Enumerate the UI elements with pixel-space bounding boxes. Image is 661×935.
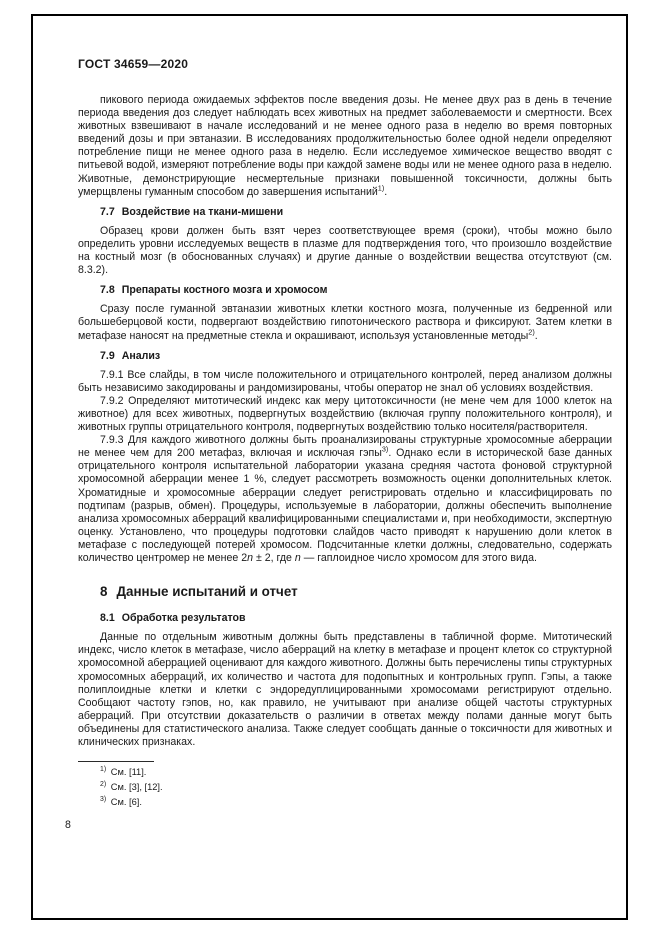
heading-number: 8	[100, 584, 108, 600]
text-segment: Данные по отдельным животным должны быть представлены в табличной форме. Митотический индекс, число клеток в метафазе, число аберраций на клетку в метафазе и процент клеток со структурной хромосомной аберрацией оценивают для каждого животного. Должны быть перечислены типы структурных хромосомных аберраций, их количество и частота для подопытных и контрольных групп. Гэпы, а также полиплоидные клетки и клетки с эндоредуплицированными хромосомами регистрируют отдельно. Сообщают частоту гэпов, но, как правило, не учитывают при анализе общей частоты структурных аберраций. При отсутствии доказательств о различии в ответах между полами данные могут быть объединены для статистического анализа. Также следует сообщать данные о токсичности для животных и клинических признаках.	[78, 631, 612, 749]
text-segment: пикового периода ожидаемых эффектов после введения дозы. Не менее двух раз в день в течение периода введения доз следует наблюдать всех животных на предмет заболеваемости и смертности. Всех животных взвешивают в начале исследований и не менее одного раза в неделю во время повторных введений дозы и при эвтаназии. В исследованиях продолжительностью более одной недели определяют потребление пищи не менее одного раза в неделю. Если исследуемое химическое вещество вводят с питьевой водой, измеряют потребление воды при каждой замене воды или не менее одного раза в неделю. Животные, демонстрирующие несмертельные признаки повышенной токсичности, должны быть умерщвлены гуманным способом до завершения испытаний	[78, 94, 612, 198]
heading-title: Обработка результатов	[121, 612, 246, 625]
footnotes-list	[78, 765, 612, 810]
heading-title: Препараты костного мозга и хромосом	[121, 284, 328, 297]
text-segment: .	[384, 185, 388, 198]
footnote-marker: 1)	[100, 766, 107, 774]
paragraph-7-7	[78, 225, 612, 277]
footnote-text: См. [11].	[108, 767, 147, 778]
italic-variable: n	[247, 552, 253, 564]
text-segment: .	[534, 329, 538, 342]
paragraph-7-9-3	[78, 434, 612, 565]
paragraph-7-9-2	[78, 395, 612, 434]
heading-title: Воздействие на ткани-мишени	[121, 205, 284, 218]
text-segment: 7.9.3 Для каждого животного должны быть проанализированы структурные хромосомные аберрации не менее чем для 200 метафаз, включая и исключая гэпы	[78, 434, 612, 460]
intro-continuation-paragraph	[78, 94, 612, 199]
heading-title: Данные испытаний и отчет	[116, 584, 298, 600]
text-segment: . Однако если в исторической базе данных отрицательного контроля испытательной лаборатории указана средняя частота фоновой структурной хромосомной аберрации менее 1 %, следует рассмотреть возможность оценки дополнительных клеток. Хроматидные и хромосомные аберрации следует регистрировать отдельно и классифицировать по подтипам (разрыв, обмен). Процедуры, используемые в лаборатории, должны обеспечить выполнение анализа хромосомных аберраций квалифицированными специалистами и, при необходимости, экспертную оценку. Установлено, что процедуры подготовки слайдов часто приводят к нарушению доли клеток в метафазе с последующей потерей хромосом. Подсчитанные клетки должны, следовательно, содержать количество центромер не менее 2	[78, 447, 612, 564]
footnote-ref: 3)	[381, 444, 389, 454]
heading-8	[78, 585, 612, 598]
paragraph-7-9-1	[78, 369, 612, 395]
footnotes-section	[78, 761, 612, 810]
footnote-ref: 1)	[377, 183, 385, 193]
footnote-text: См. [3], [12].	[108, 782, 163, 793]
heading-number: 8.1	[100, 612, 115, 625]
footnote-item	[78, 795, 612, 810]
footnote-item	[78, 780, 612, 795]
footnote-divider	[78, 761, 154, 762]
text-segment: 7.9.1 Все слайды, в том числе положительного и отрицательного контролей, перед анализом должны быть независимо закодированы и рандомизированы, чтобы оператор не знал об условиях воздействия.	[78, 368, 612, 394]
document-body	[78, 94, 612, 749]
text-segment: — гаплоидное число хромосом для этого вида.	[300, 552, 537, 564]
heading-number: 7.7	[100, 205, 115, 218]
heading-7-9	[78, 350, 612, 363]
heading-number: 7.9	[100, 349, 115, 362]
page-number: 8	[65, 819, 71, 832]
text-segment: Сразу после гуманной эвтаназии животных клетки костного мозга, полученные из бедренной или большеберцовой кости, подвергают воздействию гипотонического раствора и фиксируют. Затем клетки в метафазе наносят на предметные стекла и окрашивают, используя установленные методы	[78, 303, 612, 342]
heading-8-1	[78, 612, 612, 625]
text-segment: 7.9.2 Определяют митотический индекс как меру цитотоксичности (не мене чем для 1000 клеток на животное) для всех животных, подвергнутых воздействию (включая группу положительного контроля), и животных группы отрицательного контроля, подвергнутых воздействию только носителя/растворителя.	[78, 394, 612, 434]
text-segment: Образец крови должен быть взят через соответствующее время (сроки), чтобы можно было определить уровни исследуемых веществ в плазме для подтверждения того, что произошло воздействие на костный мозг (в обоснованных случаях) и другие данные о воздействии вещества отсутствуют (см. 8.3.2).	[78, 224, 612, 277]
heading-7-8	[78, 284, 612, 297]
heading-title: Анализ	[121, 349, 161, 362]
footnote-marker: 2)	[100, 781, 107, 789]
footnote-ref: 2)	[528, 326, 535, 336]
footnote-text: См. [6].	[108, 797, 142, 808]
page-content	[65, 57, 612, 832]
heading-number: 7.8	[100, 284, 115, 297]
italic-variable: n	[294, 552, 301, 564]
footnote-marker: 3)	[100, 796, 107, 804]
heading-7-7	[78, 206, 612, 219]
paragraph-7-8	[78, 303, 612, 342]
running-header: ГОСТ 34659—2020	[78, 57, 189, 71]
paragraph-8-1	[78, 631, 612, 749]
footnote-item	[78, 765, 612, 780]
text-segment: ± 2, где	[253, 552, 295, 564]
